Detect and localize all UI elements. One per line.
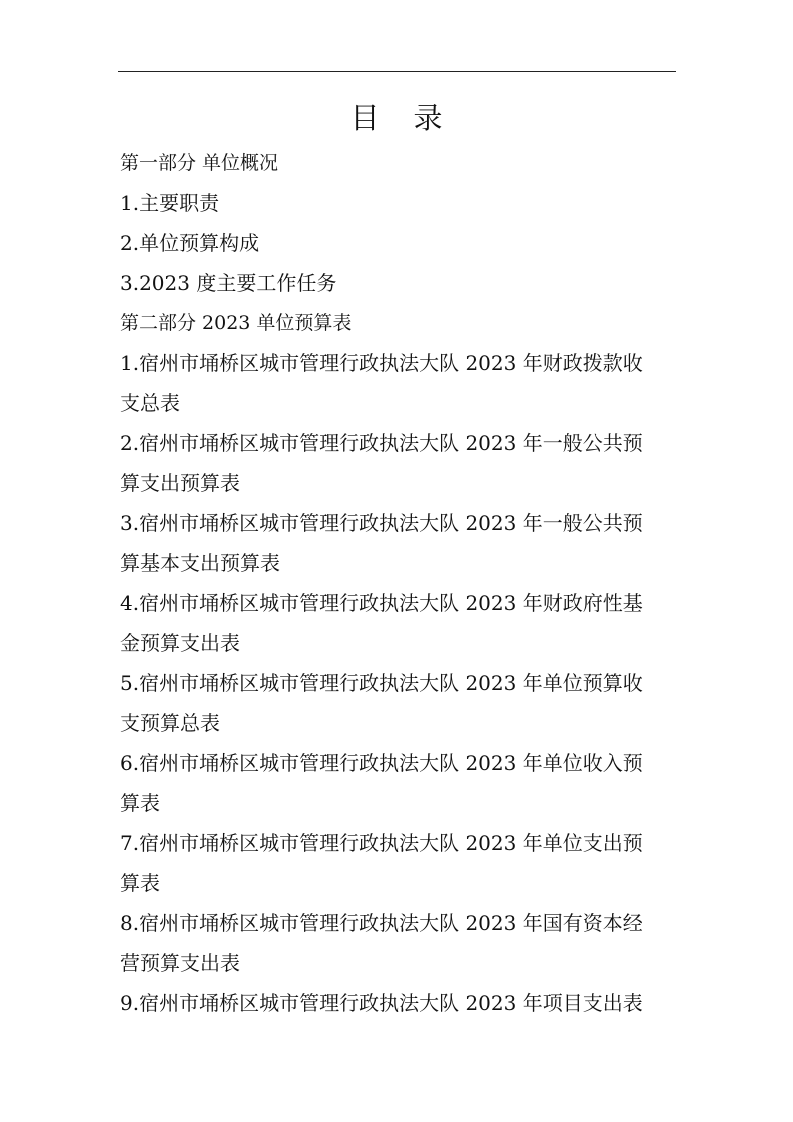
page-title [0,98,793,138]
toc-item: 4.宿州市埇桥区城市管理行政执法大队 2023 年财政府性基 [120,591,643,615]
header-rule [118,71,676,72]
toc-item: 2.宿州市埇桥区城市管理行政执法大队 2023 年一般公共预 [120,431,643,455]
toc-item: 7.宿州市埇桥区城市管理行政执法大队 2023 年单位支出预 [120,831,643,855]
table-of-contents [120,143,668,1023]
toc-section-heading: 第一部分 单位概况 [120,152,279,174]
toc-item: 8.宿州市埇桥区城市管理行政执法大队 2023 年国有资本经 [120,911,643,935]
toc-section-heading: 第二部分 2023 单位预算表 [120,312,352,334]
toc-item: 3.2023 度主要工作任务 [120,271,337,295]
toc-item: 3.宿州市埇桥区城市管理行政执法大队 2023 年一般公共预 [120,511,643,535]
title-char-2: 录 [413,101,443,135]
toc-item: 5.宿州市埇桥区城市管理行政执法大队 2023 年单位预算收 [120,671,643,695]
toc-item-continued: 算支出预算表 [120,471,240,495]
toc-item-continued: 支总表 [120,391,180,415]
toc-item-continued: 算基本支出预算表 [120,551,280,575]
toc-item-continued: 支预算总表 [120,711,220,735]
toc-item: 6.宿州市埇桥区城市管理行政执法大队 2023 年单位收入预 [120,751,643,775]
title-char-1: 目 [350,101,380,135]
toc-item-continued: 金预算支出表 [120,631,240,655]
toc-item: 1.宿州市埇桥区城市管理行政执法大队 2023 年财政拨款收 [120,351,643,375]
toc-item-continued: 算表 [120,871,160,895]
toc-item-continued: 营预算支出表 [120,951,240,975]
toc-item: 9.宿州市埇桥区城市管理行政执法大队 2023 年项目支出表 [120,991,643,1015]
toc-item-continued: 算表 [120,791,160,815]
toc-item: 1.主要职责 [120,191,220,215]
toc-item: 2.单位预算构成 [120,231,260,255]
